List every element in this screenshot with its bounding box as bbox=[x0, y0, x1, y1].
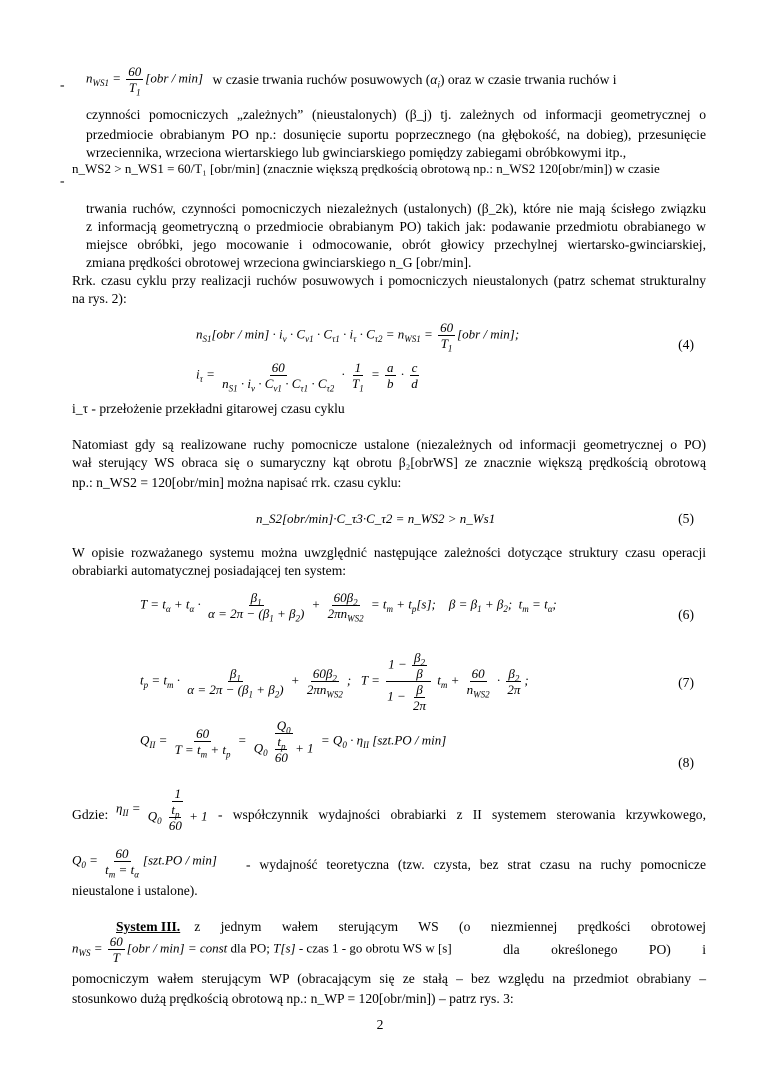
itau-definition: i_τ - przełożenie przekładni gitarowej czasu cyklu bbox=[72, 401, 345, 416]
eq6-number: (6) bbox=[678, 607, 694, 622]
page-number: 2 bbox=[376, 1017, 384, 1032]
bullet1-first-line bbox=[86, 64, 706, 98]
gdzie-label: Gdzie: bbox=[72, 807, 109, 822]
system3-line1: z jednym wałem sterującym WS (o niezmiennej prędkości obrotowej bbox=[194, 919, 706, 934]
eq7-formula: $t_p = t_m$ · $\frac{\beta_1}{\alpha = 2\pi - (\beta_1 + \beta_2)}$ + $60\beta_2$ $2\pi n_{WS2}$ ; T = 1 − $\frac{\beta_2}{\beta}$ 1 − $\frac{\beta}{2\pi}$ $t_m$ + 60 $n_{WS2}$ · $\frac{\beta_2}{2\pi}$ ; bbox=[140, 650, 529, 713]
system3-line4: stosunkowo dużą prędkością obrotową np.: n_WP = 120[obr/min]) – patrz rys. 3: bbox=[72, 991, 514, 1006]
system3-formula-line bbox=[72, 934, 706, 965]
bullet2-line3: z informacją geometryczną o przedmiocie obrabianym PO) takich jak: podawanie przedmiotu obrabianego w bbox=[86, 219, 706, 234]
rrk-line1: Rrk. czasu cyklu przy realizacji ruchów posuwowych i pomocniczych nieustalonych (patrz schemat strukturalny bbox=[72, 273, 706, 288]
bullet1-line4: wrzeciennika, wrzeciona wiertarskiego lub gwinciarskiego pomiędzy zabiegami obróbkowymi itp., bbox=[86, 145, 627, 160]
opis-line2: obrabiarki automatycznej posiadającej ten system: bbox=[72, 563, 347, 578]
system3-formula: $n_{WS}$ = $\frac{60}{T}$ [obr / min] = const dla PO; T[s] - czas 1 - go obrotu WS w [s] bbox=[72, 934, 452, 965]
bullet2-line4: miejsce obróbki, jego mocowanie i odmocowanie, obrót głowicy przechylnej wiertarsko-gwinciarskiej, bbox=[86, 237, 706, 252]
q0-formula: $Q_0$ = $\frac{60}{t_m = t_\alpha}$ [szt.PO / min] bbox=[72, 846, 217, 880]
eta-formula: $\eta_{II}$ = 1 $Q_0$ $\frac{t_p}{60}$ + 1 bbox=[116, 786, 208, 833]
bullet1-formula: $n_{WS1}$ = $\frac{60}{T_1}$ [obr / min] bbox=[86, 64, 204, 98]
system3-line3: pomocniczym wałem sterującym WP (obracającym się ze stałą – bez względu na przedmiot obrabiany – bbox=[72, 971, 706, 986]
bullet1-line2: czynności pomocniczych „zależnych” (nieustalonych) (β_j) tj. zależnych od informacji geometrycznej o bbox=[86, 107, 706, 122]
eta-description: - współczynnik wydajności obrabiarki z II systemem sterowania krzywkowego, bbox=[218, 807, 706, 822]
bullet-marker: - bbox=[60, 77, 65, 92]
eq4-number: (4) bbox=[678, 337, 694, 352]
q0-description-line1: - wydajność teoretyczna (tzw. czysta, bez strat czasu na ruchy pomocnicze bbox=[246, 857, 706, 872]
eq4-row1: $n_{S1}[obr / \min] \cdot i_v \cdot C_{v1} \cdot C_{\tau 1} \cdot i_\tau \cdot C_{\tau 2} = n_{WS1}$ = $\frac{60}{T_1}$ [obr / min]; bbox=[196, 320, 520, 354]
natomiast-line1: Natomiast gdy są realizowane ruchy pomocnicze ustalone (niezależnych od informacji geometrycznej o PO) bbox=[72, 437, 706, 452]
opis-line1: W opisie rozważanego systemu można uwzględnić następujące zależności dotyczące struktury czasu operacji bbox=[72, 545, 706, 560]
eq8-number: (8) bbox=[678, 755, 694, 770]
bullet2-line2: trwania ruchów, czynności pomocniczych niezależnych (ustalonych) (β_2k), które nie mają ścisłego związku bbox=[86, 201, 706, 216]
eq5-number: (5) bbox=[678, 511, 694, 526]
rrk-line2: na rys. 2): bbox=[72, 291, 127, 306]
bullet1-line3: przedmiocie obrabianym PO np.: dosunięcie suportu poprzecznego (na głębokość, na dobieg), przesunięcie bbox=[86, 127, 706, 142]
eq4-row2: $i_\tau$ = $\frac{60}{n_{S1} \cdot i_v \cdot C_{v1} \cdot C_{\tau 1} \cdot C_{\tau 2}}$ · $\frac{1}{T_1}$ = $\frac{a}{b}$ · $\frac{c}{d}$ bbox=[196, 360, 418, 394]
q0-description-line2: nieustalone i ustalone). bbox=[72, 883, 198, 898]
eq5-formula: n_S2[obr/min]·C_τ3·C_τ2 = n_WS2 > n_Ws1 bbox=[256, 511, 496, 526]
bullet2-first-line: n_WS2 > n_WS1 = 60/T₁ [obr/min] (znacznie większą prędkością obrotową np.: n_WS2 120[obr/min]) w czasie bbox=[72, 161, 660, 176]
natomiast-line3: np.: n_WS2 = 120[obr/min] można napisać rrk. czasu cyklu: bbox=[72, 475, 402, 490]
eq7-number: (7) bbox=[678, 675, 694, 690]
system3-line2-tail: dla określonego PO) i bbox=[503, 941, 706, 957]
bullet-marker: - bbox=[60, 173, 65, 188]
eq8-formula: $Q_{II}$ = $\frac{60}{T = t_m + t_p}$ = $Q_0$ $Q_0$ $\frac{t_p}{60}$ + 1 = $Q_0 \cdot \eta_{II}$ [szt.PO / min] bbox=[140, 718, 447, 765]
eq6-formula: $T = t_\alpha + t_\alpha$ · $\frac{\beta_1}{\alpha = 2\pi - (\beta_1 + \beta_2)}$ + $60\beta_2$ $2\pi n_{WS2}$ = $t_m + t_p[s]$; $\beta = \beta_1 + \beta_2$; $t_m = t_\alpha$; bbox=[140, 590, 557, 624]
bullet2-line5: zmiana prędkości obrotowej wrzeciona gwinciarskiego n_G [obr/min]. bbox=[86, 255, 472, 270]
bullet1-line1-text: w czasie trwania ruchów posuwowych $(\alpha_i)$ oraz w czasie trwania ruchów i bbox=[212, 71, 617, 90]
system3-heading: System III. bbox=[116, 919, 181, 934]
natomiast-line2: wał sterujący WS obraca się o sumaryczny kąt obrotu β₂[obrWS] ze znacznie większą prędkością obrotową bbox=[72, 455, 706, 470]
